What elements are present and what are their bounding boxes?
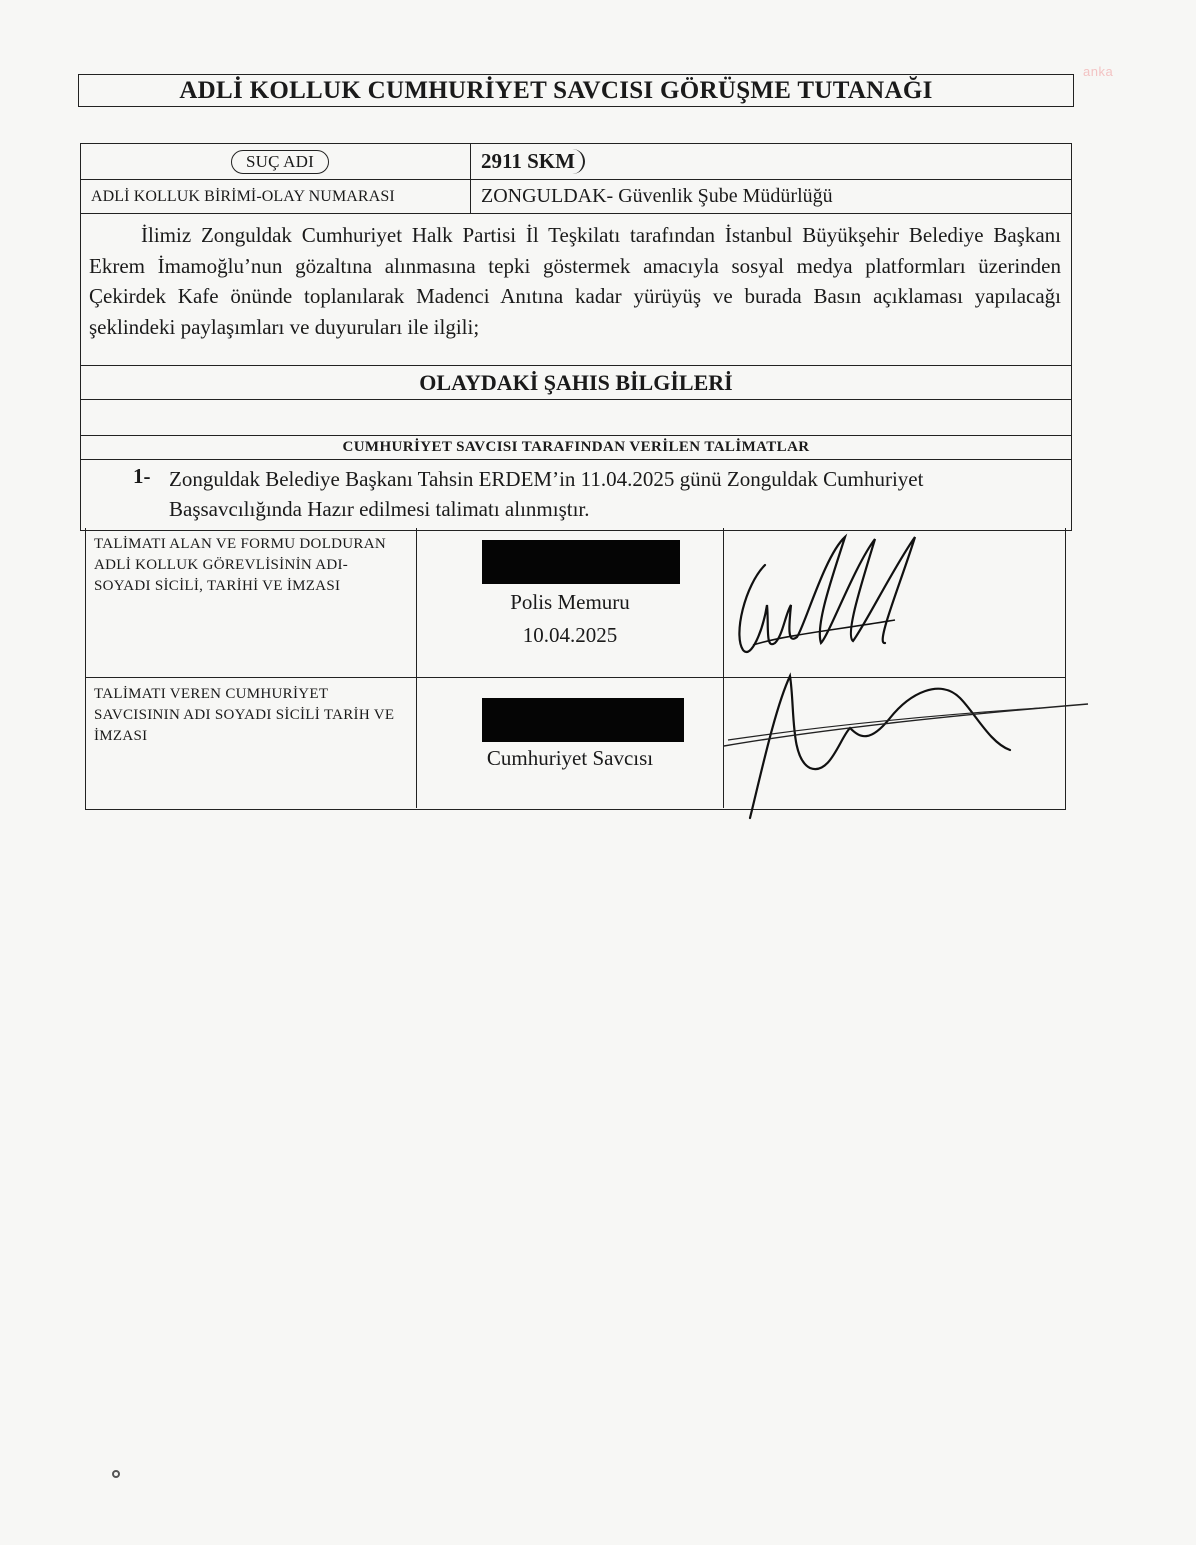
officer-name-redaction xyxy=(482,540,680,584)
watermark: anka xyxy=(1083,64,1114,79)
suc-value: 2911 SKM xyxy=(481,149,585,174)
prosecutor-name-redaction xyxy=(482,698,684,742)
suc-label: SUÇ ADI xyxy=(231,150,329,174)
instruction-row xyxy=(81,460,1071,530)
document-title: ADLİ KOLLUK CUMHURİYET SAVCISI GÖRÜŞME TUTANAĞI xyxy=(179,76,933,104)
officer-signature xyxy=(725,525,955,675)
instruction-number: 1- xyxy=(133,464,151,488)
description-text: İlimiz Zonguldak Cumhuriyet Halk Partisi İl Teşkilatı tarafından İstanbul Büyükşehir Belediye Başkanı Ekrem İmamoğlu’nun gözaltına alınmasına tepki göstermek amacıyla sosyal medya platformları üzerinden Çekirdek Kafe önünde toplanılarak Madenci Anıtına kadar yürüyüş ve burada Basın açıklaması yapılacağı şeklindeki paylaşımları ve duyuruları ile ilgili; xyxy=(89,223,1061,339)
talimat-heading-row xyxy=(81,436,1071,460)
instruction-text: Zonguldak Belediye Başkanı Tahsin ERDEM’in 11.04.2025 günü Zonguldak Cumhuriyet Başsavcılığında Hazır edilmesi talimatı alınmıştır. xyxy=(169,467,924,521)
scan-mark xyxy=(112,1470,120,1478)
talimat-heading: CUMHURİYET SAVCISI TARAFINDAN VERİLEN TALİMATLAR xyxy=(342,439,810,455)
officer-date: 10.04.2025 xyxy=(522,623,618,647)
birim-label: ADLİ KOLLUK BİRİMİ-OLAY NUMARASI xyxy=(91,187,395,205)
officer-label: TALİMATI ALAN VE FORMU DOLDURAN ADLİ KOLLUK GÖREVLİSİNİN ADI-SOYADI SİCİLİ, TARİHİ VE İMZASI xyxy=(94,536,386,594)
suc-row xyxy=(81,144,1071,180)
prosecutor-label: TALİMATI VEREN CUMHURİYET SAVCISININ ADI SOYADI SİCİLİ TARİH VE İMZASI xyxy=(94,686,395,744)
birim-row xyxy=(81,180,1071,214)
birim-value: ZONGULDAK- Güvenlik Şube Müdürlüğü xyxy=(481,185,833,207)
prosecutor-role: Cumhuriyet Savcısı xyxy=(486,746,654,770)
prosecutor-signature xyxy=(720,668,1100,828)
olay-heading-row xyxy=(81,366,1071,400)
document-title-box xyxy=(78,74,1074,107)
sahis-bilgileri-empty-row xyxy=(81,400,1071,436)
officer-role: Polis Memuru xyxy=(510,590,630,614)
olay-heading: OLAYDAKİ ŞAHIS BİLGİLERİ xyxy=(419,369,733,395)
description-row xyxy=(81,214,1071,366)
main-form-table xyxy=(80,143,1072,531)
